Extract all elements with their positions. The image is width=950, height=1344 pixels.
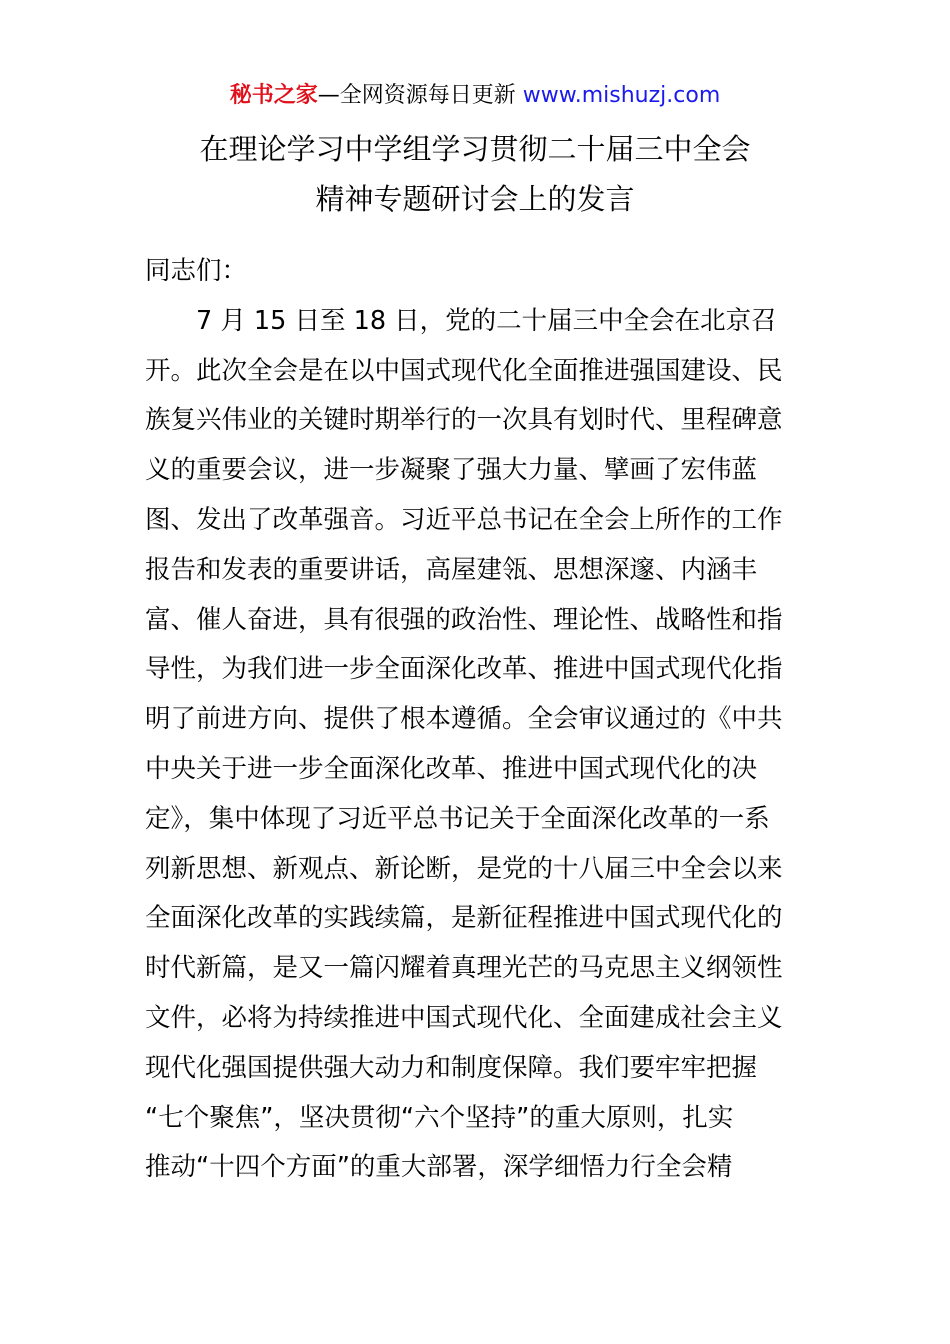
title-line-1: 在理论学习中学组学习贯彻二十届三中全会	[199, 132, 751, 166]
site-brand: 秘书之家	[229, 83, 318, 108]
paragraph-line: 文件，必将为持续推进中国式现代化、全面建成社会主义	[145, 1002, 783, 1033]
paragraph-line: 列新思想、新观点、新论断，是党的十八届三中全会以来	[145, 853, 783, 884]
paragraph-line: 定》，集中体现了习近平总书记关于全面深化改革的一系	[145, 803, 770, 834]
site-header	[0, 80, 950, 112]
paragraph-line: 图、发出了改革强音。习近平总书记在全会上所作的工作	[145, 504, 783, 535]
paragraph-line: 族复兴伟业的关键时期举行的一次具有划时代、里程碑意	[145, 405, 783, 436]
paragraph-line: 7 月 15 日至 18 日，党的二十届三中全会在北京召	[196, 305, 777, 336]
paragraph-line: 报告和发表的重要讲话，高屋建瓴、思想深邃、内涵丰	[145, 554, 758, 585]
paragraph-line: 中央关于进一步全面深化改革、推进中国式现代化的决	[145, 753, 758, 784]
document-title	[100, 124, 850, 224]
paragraph-line: 开。此次全会是在以中国式现代化全面推进强国建设、民	[145, 355, 783, 386]
site-url-link[interactable]: www.mishuzj.com	[522, 83, 721, 108]
paragraph-line: 导性，为我们进一步全面深化改革、推进中国式现代化指	[145, 654, 783, 685]
document-body	[145, 247, 810, 1193]
paragraph-line: 富、催人奋进，具有很强的政治性、理论性、战略性和指	[145, 604, 783, 635]
paragraph-line: 时代新篇，是又一篇闪耀着真理光芒的马克思主义纲领性	[145, 953, 783, 984]
salutation: 同志们：	[145, 256, 248, 286]
title-line-2: 精神专题研讨会上的发言	[315, 182, 635, 216]
paragraph-line: 全面深化改革的实践续篇，是新征程推进中国式现代化的	[145, 903, 783, 934]
paragraph-line: 明了前进方向、提供了根本遵循。全会审议通过的《中共	[145, 704, 783, 735]
paragraph-line: 推动“十四个方面”的重大部署，深学细悟力行全会精	[145, 1152, 733, 1183]
paragraph-line: “七个聚焦”，坚决贯彻“六个坚持”的重大原则，扎实	[145, 1102, 734, 1133]
site-tagline: —全网资源每日更新	[317, 83, 523, 108]
paragraph-line: 现代化强国提供强大动力和制度保障。我们要牢牢把握	[145, 1052, 758, 1083]
paragraph-line: 义的重要会议，进一步凝聚了强大力量、擘画了宏伟蓝	[145, 455, 758, 486]
